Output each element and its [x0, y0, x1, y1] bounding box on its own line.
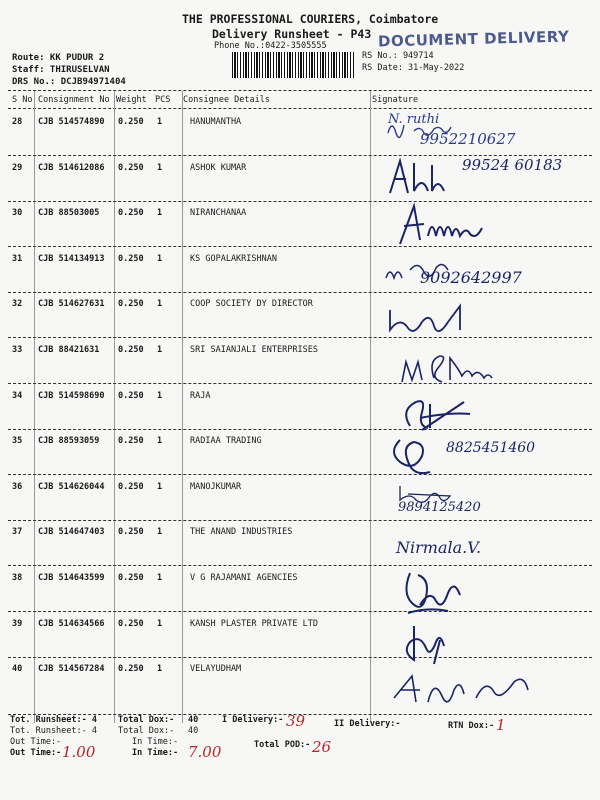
row-weight: 0.250: [118, 482, 144, 492]
row-weight: 0.250: [118, 345, 144, 355]
document-delivery-stamp: DOCUMENT DELIVERY: [377, 27, 570, 51]
row-serial-number: 33: [12, 345, 23, 355]
signature-34: [380, 396, 590, 436]
row-weight: 0.250: [118, 573, 144, 583]
row-serial-number: 37: [12, 527, 23, 537]
signature-39: [380, 620, 590, 668]
row-pieces: 1: [157, 299, 163, 309]
row-weight: 0.250: [118, 619, 144, 629]
total-pod-label: Total POD:-: [254, 740, 311, 750]
total-dox-label-copy: Total Dox:-: [118, 726, 175, 736]
col-consignee: Consignee Details: [183, 95, 270, 105]
signature-38: [380, 565, 590, 619]
row-weight: 0.250: [118, 299, 144, 309]
row-consignment-number: CJB 514627631: [38, 299, 105, 309]
row-consignee-name: VELAYUDHAM: [190, 664, 242, 674]
rtn-dox-value: 1: [496, 716, 506, 734]
ii-delivery-label: II Delivery:-: [334, 719, 401, 729]
total-dox-value: 40: [188, 715, 199, 725]
row-serial-number: 32: [12, 299, 23, 309]
row-serial-number: 31: [12, 254, 23, 264]
row-serial-number: 40: [12, 664, 23, 674]
row-pieces: 1: [157, 163, 163, 173]
row-pieces: 1: [157, 482, 163, 492]
in-time-label-a: In Time:-: [132, 737, 179, 747]
col-weight: Weight: [116, 95, 147, 105]
row-consignment-number: CJB 514626044: [38, 482, 105, 492]
signature-35-phone: 8825451460: [446, 440, 536, 456]
row-consignee-name: THE ANAND INDUSTRIES: [190, 527, 293, 537]
row-weight: 0.250: [118, 436, 144, 446]
rs-date: RS Date: 31-May-2022: [362, 63, 465, 73]
row-consignee-name: ASHOK KUMAR: [190, 163, 247, 173]
row-serial-number: 36: [12, 482, 23, 492]
row-weight: 0.250: [118, 664, 144, 674]
out-time-label: Out Time:-: [10, 748, 62, 758]
row-consignment-number: CJB 514574890: [38, 117, 105, 127]
row-pieces: 1: [157, 527, 163, 537]
row-pieces: 1: [157, 619, 163, 629]
header-bottom-rule: [8, 108, 592, 109]
signature-33: [380, 350, 590, 390]
row-serial-number: 35: [12, 436, 23, 446]
company-title: THE PROFESSIONAL COURIERS, Coimbatore: [182, 12, 439, 26]
signature-28-name: N. ruthi: [388, 112, 440, 127]
row-consignee-name: SRI SAIANJALI ENTERPRISES: [190, 345, 318, 355]
row-consignment-number: CJB 514134913: [38, 254, 105, 264]
staff-label: Staff: THIRUSELVAN: [12, 65, 110, 75]
row-weight: 0.250: [118, 391, 144, 401]
row-pieces: 1: [157, 208, 163, 218]
row-consignee-name: KS GOPALAKRISHNAN: [190, 254, 277, 264]
row-pieces: 1: [157, 391, 163, 401]
drs-number: DRS No.: DCJB94971404: [12, 77, 126, 87]
row-consignee-name: HANUMANTHA: [190, 117, 242, 127]
signature-40: [380, 668, 590, 712]
total-dox-value-copy: 40: [188, 726, 199, 736]
tot-runsheet-copy: Tot. Runsheet:- 4: [10, 726, 97, 736]
row-consignee-name: RAJA: [190, 391, 211, 401]
row-consignee-name: MANOJKUMAR: [190, 482, 242, 492]
column-divider: [34, 91, 35, 723]
row-consignment-number: CJB 88421631: [38, 345, 100, 355]
row-serial-number: 39: [12, 619, 23, 629]
row-consignee-name: COOP SOCIETY DY DIRECTOR: [190, 299, 313, 309]
column-divider: [370, 91, 371, 723]
in-time-value: 7.00: [188, 743, 222, 761]
column-divider: [114, 91, 115, 723]
row-weight: 0.250: [118, 163, 144, 173]
row-weight: 0.250: [118, 254, 144, 264]
signature-28-phone: 9952210627: [420, 130, 516, 148]
row-pieces: 1: [157, 573, 163, 583]
row-serial-number: 34: [12, 391, 23, 401]
row-serial-number: 38: [12, 573, 23, 583]
signature-31-phone: 9092642997: [420, 268, 522, 287]
col-consignment: Consignment No: [38, 95, 110, 105]
col-sno: S No: [12, 95, 33, 105]
out-time-label-a: Out Time:-: [10, 737, 62, 747]
in-time-label: In Time:-: [132, 748, 179, 758]
row-pieces: 1: [157, 117, 163, 127]
row-consignment-number: CJB 514643599: [38, 573, 105, 583]
row-consignee-name: NIRANCHANAA: [190, 208, 247, 218]
tot-runsheet: Tot. Runsheet:- 4: [10, 715, 97, 725]
row-consignee-name: RADIAA TRADING: [190, 436, 262, 446]
row-weight: 0.250: [118, 527, 144, 537]
row-consignment-number: CJB 514598690: [38, 391, 105, 401]
row-pieces: 1: [157, 664, 163, 674]
row-serial-number: 30: [12, 208, 23, 218]
row-consignment-number: CJB 88503005: [38, 208, 100, 218]
row-pieces: 1: [157, 436, 163, 446]
phone-number: Phone No.:0422-3505555: [214, 41, 327, 51]
column-divider: [182, 91, 183, 723]
row-weight: 0.250: [118, 117, 144, 127]
row-serial-number: 28: [12, 117, 23, 127]
row-serial-number: 29: [12, 163, 23, 173]
signature-36-phone: 9894125420: [398, 500, 481, 515]
signature-32: [380, 300, 590, 340]
row-consignment-number: CJB 88593059: [38, 436, 100, 446]
row-consignment-number: CJB 514567284: [38, 664, 105, 674]
row-consignee-name: KANSH PLASTER PRIVATE LTD: [190, 619, 318, 629]
col-pcs: PCS: [155, 95, 171, 105]
total-pod-value: 26: [312, 738, 332, 756]
signature-37-name: Nirmala.V.: [396, 538, 482, 557]
barcode: [232, 52, 354, 78]
signature-30: [380, 200, 590, 250]
row-consignment-number: CJB 514612086: [38, 163, 105, 173]
rtn-dox-label: RTN Dox:-: [448, 721, 495, 731]
row-consignee-name: V G RAJAMANI AGENCIES: [190, 573, 298, 583]
i-delivery-label: I Delivery:-: [222, 715, 284, 725]
i-delivery-value: 39: [286, 712, 306, 730]
header-top-rule: [8, 90, 592, 91]
runsheet-title: Delivery Runsheet - P43: [212, 27, 372, 41]
route-label: Route: KK PUDUR 2: [12, 53, 105, 63]
rs-number: RS No.: 949714: [362, 51, 434, 61]
row-pieces: 1: [157, 254, 163, 264]
row-weight: 0.250: [118, 208, 144, 218]
out-time-value: 1.00: [62, 743, 96, 761]
row-consignment-number: CJB 514647403: [38, 527, 105, 537]
total-dox-label: Total Dox:-: [118, 715, 175, 725]
row-consignment-number: CJB 514634566: [38, 619, 105, 629]
signature-29-phone: 99524 60183: [462, 156, 563, 174]
col-signature: Signature: [372, 95, 419, 105]
row-pieces: 1: [157, 345, 163, 355]
row-separator: [8, 520, 592, 521]
